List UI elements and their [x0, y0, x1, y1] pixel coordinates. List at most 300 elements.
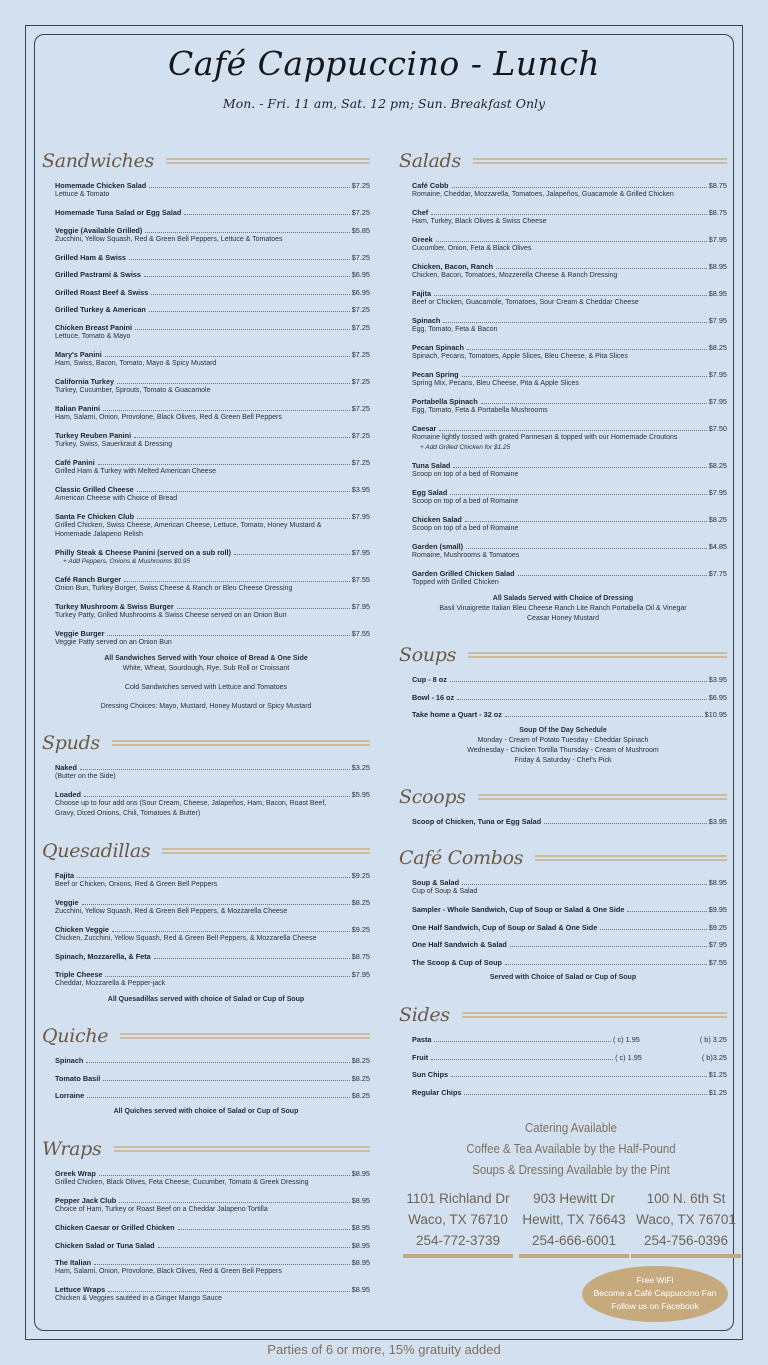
- item-name: The Scoop & Cup of Soup: [412, 957, 502, 967]
- menu-item-list: [42, 1167, 370, 1304]
- item-price: $3.95: [351, 484, 370, 494]
- item-price: $8.95: [708, 878, 727, 887]
- item-name: Italian Panini: [55, 403, 101, 413]
- menu-item-row: [55, 224, 370, 235]
- item-description: Cucumber, Onion, Feta & Black Olives: [412, 245, 532, 252]
- dot-leader: [496, 268, 707, 269]
- item-description: Turkey, Cucumber, Sprouts, Tomato & Guacamole: [55, 386, 211, 394]
- dot-leader: [518, 575, 707, 576]
- menu-item: [412, 938, 727, 949]
- item-price: $3.95: [708, 675, 727, 684]
- item-price: $8.25: [351, 1091, 370, 1100]
- menu-item-row: [412, 513, 727, 524]
- item-name: Sun Chips: [412, 1070, 449, 1079]
- dot-leader: [137, 518, 350, 519]
- double-rule-divider: [535, 855, 727, 861]
- item-name: Greek: [412, 235, 433, 244]
- item-description: Cup of Soup & Salad: [412, 888, 478, 895]
- dot-leader: [82, 904, 350, 905]
- menu-item: [55, 869, 370, 890]
- item-price: $7.95: [351, 969, 370, 979]
- menu-item: [55, 375, 370, 396]
- menu-item: [55, 1256, 370, 1277]
- section-sandwiches: [42, 149, 370, 712]
- item-name: Grilled Turkey & American: [55, 305, 146, 314]
- menu-item-row: [412, 1068, 727, 1079]
- item-name: Veggie Burger: [55, 629, 105, 638]
- dot-leader: [462, 376, 707, 377]
- section-note: Soup Of the Day Schedule: [519, 726, 607, 734]
- menu-item-list: [399, 815, 727, 826]
- item-description: Choose up to four add ons (Sour Cream, Cheese, Jalapeños, Ham, Bacon, Roast Beef,: [55, 800, 327, 807]
- item-name: Garden (small): [412, 541, 464, 551]
- menu-item-row: [55, 429, 370, 440]
- item-description: Romaine, Mushrooms & Tomatoes: [412, 551, 520, 559]
- menu-item: [412, 956, 727, 967]
- menu-item-row: [55, 1072, 370, 1083]
- section-quiche: [42, 1024, 370, 1117]
- menu-item-row: [55, 375, 370, 386]
- section-note: All Quiches served with choice of Salad or Cup of Soup: [113, 1107, 299, 1115]
- item-description: Chicken, Zucchini, Yellow Squash, Red & Green Bell Peppers, & Mozzarella Cheese: [55, 935, 317, 942]
- menu-item: [55, 950, 370, 961]
- menu-item: [55, 224, 370, 245]
- menu-item-row: [412, 921, 727, 932]
- spacer: [42, 693, 370, 702]
- item-price: $3.95: [708, 817, 727, 826]
- menu-item: [55, 179, 370, 200]
- item-price: $4.85: [708, 541, 727, 551]
- menu-item-row: [55, 1256, 370, 1267]
- menu-item: [412, 486, 727, 507]
- item-name: Chicken Salad or Tuna Salad: [55, 1240, 155, 1250]
- item-description: Beef or Chicken, Guacamole, Tomatoes, Sour Cream & Cheddar Cheese: [412, 299, 639, 306]
- item-description: Homemade Jalapeno Relish: [55, 531, 143, 538]
- dot-leader: [443, 322, 706, 323]
- location-street: 1101 Richland Dr: [406, 1191, 510, 1206]
- item-name: Chef: [412, 208, 429, 217]
- section-note: All Sandwiches Served with Your choice of Bread & One Side: [104, 655, 308, 662]
- menu-item-row: [412, 673, 727, 684]
- dot-leader: [135, 329, 350, 330]
- menu-item-row: [55, 896, 370, 907]
- menu-item: [412, 1033, 727, 1044]
- location-3: [623, 1188, 749, 1258]
- item-name: Café Ranch Burger: [55, 575, 122, 584]
- menu-item: [412, 368, 727, 389]
- menu-item-row: [55, 1239, 370, 1250]
- item-name: Homemade Tuna Salad or Egg Salad: [55, 208, 182, 217]
- menu-item: [412, 1086, 727, 1097]
- spacer: [42, 674, 370, 683]
- item-name: Naked: [55, 763, 77, 772]
- item-price: $8.75: [708, 181, 727, 190]
- item-name: Café Cobb: [412, 181, 449, 190]
- menu-item-row: [412, 422, 727, 433]
- section-note: All Quesadillas served with choice of Salad or Cup of Soup: [107, 995, 305, 1003]
- menu-item-row: [412, 206, 727, 217]
- menu-item-row: [412, 708, 727, 719]
- item-price: $7.75: [708, 568, 727, 578]
- item-name: Classic Grilled Cheese: [55, 484, 134, 494]
- location-phone[interactable]: 254-756-0396: [643, 1233, 729, 1248]
- item-name: Pepper Jack Club: [55, 1196, 117, 1205]
- item-description: Chicken & Veggies sautéed in a Ginger Mango Sauce: [55, 1295, 222, 1302]
- menu-item: [55, 321, 370, 342]
- item-description: Scoop on top of a bed of Romaine: [412, 524, 519, 532]
- item-description: American Cheese with Choice of Bread: [55, 494, 178, 502]
- menu-item: [55, 761, 370, 782]
- menu-item: [55, 429, 370, 450]
- menu-item: [55, 303, 370, 314]
- menu-item-row: [55, 1167, 370, 1178]
- item-name: Sampler - Whole Sandwich, Cup of Soup or Salad & One Side: [412, 905, 625, 914]
- item-price: $8.95: [351, 1258, 370, 1267]
- item-description: Spring Mix, Pecans, Bleu Cheese, Pita & Apple Slices: [412, 380, 579, 387]
- menu-item-row: [55, 286, 370, 297]
- dot-leader: [453, 467, 706, 468]
- item-name: Take home a Quart - 32 oz: [412, 710, 502, 719]
- menu-item: [55, 1054, 370, 1065]
- dot-leader: [108, 1291, 350, 1292]
- menu-item: [55, 1283, 370, 1304]
- section-scoops: [399, 785, 727, 833]
- item-description: Romaine lightly tossed with grated Parmesan & topped with our Homemade Croutons: [412, 434, 678, 441]
- item-name: Grilled Ham & Swiss: [55, 252, 126, 262]
- menu-item: [412, 903, 727, 914]
- item-description: Grilled Ham & Turkey with Melted American Cheese: [55, 467, 217, 475]
- menu-item-row: [55, 869, 370, 880]
- item-description: Grilled Chicken, Swiss Cheese, American Cheese, Lettuce, Tomato, Honey Mustard &: [55, 521, 322, 529]
- item-addon: + Add Peppers, Onions & Mushrooms $0.95: [63, 558, 191, 565]
- item-price: $8.95: [351, 1285, 370, 1294]
- menu-item: [412, 395, 727, 416]
- dot-leader: [544, 823, 707, 824]
- double-rule-divider: [462, 1012, 727, 1018]
- underline: [403, 1254, 513, 1258]
- menu-item-row: [55, 968, 370, 979]
- menu-item-row: [55, 1089, 370, 1100]
- dot-leader: [505, 964, 707, 965]
- item-price: $9.25: [351, 871, 370, 880]
- item-description: Scoop on top of a bed of Romaine: [412, 470, 519, 478]
- item-name: Spinach: [55, 1056, 84, 1065]
- menu-item: [412, 921, 727, 932]
- item-description: Zucchini, Yellow Squash, Red & Green Bell Peppers, Lettuce & Tomatoes: [55, 235, 283, 243]
- item-description: Onion Bun, Turkey Burger, Swiss Cheese & Ranch or Bleu Cheese Dressing: [55, 585, 293, 592]
- item-description: Scoop on top of a bed of Romaine: [412, 497, 519, 505]
- menu-item-row: [55, 510, 370, 521]
- item-name: Spinach: [412, 316, 441, 325]
- section-salads: [399, 149, 727, 624]
- item-description: Gravy, Diced Onions, Chili, Tomatoes & Butter): [55, 809, 201, 817]
- item-description: Grilled Chicken, Black Olives, Feta Cheese, Cucumber, Tomato & Greek Dressing: [55, 1179, 309, 1186]
- section-combos: [399, 846, 727, 983]
- section-note: All Salads Served with Choice of Dressing: [492, 594, 634, 602]
- item-name: Garden Grilled Chicken Salad: [412, 568, 515, 578]
- dot-leader: [439, 430, 706, 431]
- section-title: Sides: [399, 1004, 450, 1026]
- item-description: Egg, Tomato, Feta & Portabella Mushrooms: [412, 407, 548, 414]
- menu-item: [412, 691, 727, 702]
- dot-leader: [467, 349, 707, 350]
- menu-item-row: [412, 260, 727, 271]
- item-name: Homemade Chicken Salad: [55, 181, 147, 190]
- section-header: [42, 839, 370, 863]
- item-name: Turkey Mushroom & Swiss Burger: [55, 602, 174, 611]
- item-name: Tomato Basil: [55, 1073, 101, 1083]
- item-name: Caesar: [412, 424, 437, 433]
- item-name: Grilled Pastrami & Swiss: [55, 270, 141, 279]
- item-description: Ham, Swiss, Bacon, Tomato, Mayo & Spicy Mustard: [55, 359, 217, 367]
- wifi-text: Free WiFi: [636, 1275, 674, 1285]
- menu-title: Café Cappuccino - Lunch: [167, 44, 600, 83]
- item-price: $7.25: [351, 349, 370, 359]
- menu-item-row: [55, 321, 370, 332]
- dot-leader: [119, 1202, 349, 1203]
- section-sides: [399, 1003, 727, 1103]
- item-description: Choice of Ham, Turkey or Roast Beef on a Cheddar Jalapeno Tortilla: [55, 1206, 268, 1213]
- menu-item-row: [55, 402, 370, 413]
- dot-leader: [627, 911, 706, 912]
- item-name: Veggie: [55, 898, 79, 907]
- menu-item: [55, 348, 370, 369]
- location-phone[interactable]: 254-772-3739: [415, 1233, 501, 1248]
- social-badge: [582, 1266, 728, 1322]
- dot-leader: [154, 958, 350, 959]
- item-price: $6.95: [351, 287, 370, 297]
- location-phone[interactable]: 254-666-6001: [531, 1233, 617, 1248]
- menu-item: [55, 456, 370, 477]
- item-price: $10.95: [704, 710, 727, 719]
- item-price: $8.25: [708, 514, 727, 524]
- dot-leader: [434, 295, 707, 296]
- section-header: [399, 846, 727, 870]
- section-header: [42, 1024, 370, 1048]
- menu-item: [55, 788, 370, 818]
- item-name: One Half Sandwich & Salad: [412, 940, 507, 949]
- section-title: Quesadillas: [42, 840, 151, 862]
- item-price: $8.95: [351, 1240, 370, 1250]
- dot-leader: [98, 464, 350, 465]
- info-line: Soups & Dressing Available by the Pint: [472, 1162, 670, 1177]
- dot-leader: [462, 884, 707, 885]
- info-line: Catering Available: [524, 1120, 618, 1135]
- item-description: Zucchini, Yellow Squash, Red & Green Bell Peppers, & Mozzarella Cheese: [55, 908, 288, 915]
- double-rule-divider: [120, 1033, 370, 1039]
- menu-item: [55, 600, 370, 621]
- dot-leader: [134, 437, 350, 438]
- item-price: $8.25: [708, 343, 727, 352]
- section-header: [399, 149, 727, 173]
- section-title: Café Combos: [399, 847, 524, 869]
- menu-item-list: [42, 1054, 370, 1100]
- dot-leader: [466, 548, 707, 549]
- menu-item-row: [55, 348, 370, 359]
- section-title: Wraps: [42, 1138, 102, 1160]
- item-name: Spinach, Mozzarella, & Feta: [55, 952, 151, 961]
- section-header: [399, 643, 727, 667]
- item-price: $5.85: [351, 225, 370, 235]
- location-street: 100 N. 6th St: [646, 1191, 726, 1206]
- item-description: (Butter on the Side): [55, 773, 116, 780]
- item-description: Egg, Tomato, Feta & Bacon: [412, 326, 498, 333]
- section-title: Soups: [399, 644, 457, 666]
- menu-item-list: [399, 876, 727, 967]
- menu-item: [55, 573, 370, 594]
- item-price: $1.25: [708, 1087, 727, 1097]
- menu-item-row: [412, 287, 727, 298]
- double-rule-divider: [112, 740, 370, 746]
- item-price: $9.25: [351, 925, 370, 934]
- menu-item-row: [412, 956, 727, 967]
- menu-item-row: [55, 573, 370, 584]
- menu-item-row: [412, 1086, 727, 1097]
- menu-item: [55, 1194, 370, 1215]
- menu-item-row: [55, 1054, 370, 1065]
- double-rule-divider: [162, 848, 370, 854]
- item-price: $9.95: [708, 905, 727, 914]
- item-price: $8.95: [351, 1169, 370, 1178]
- item-name: California Turkey: [55, 376, 115, 386]
- dot-leader: [94, 1264, 350, 1265]
- item-description: Beef or Chicken, Onions, Red & Green Bell Peppers: [55, 881, 218, 888]
- item-name: Loaded: [55, 790, 81, 799]
- item-name: Turkey Reuben Panini: [55, 430, 132, 440]
- dot-leader: [436, 241, 707, 242]
- section-note: Dressing Choices: Mayo, Mustard, Honey Mustard or Spicy Mustard: [100, 703, 312, 710]
- item-price: $7.95: [351, 511, 370, 521]
- item-name: Greek Wrap: [55, 1169, 96, 1178]
- menu-item-row: [412, 368, 727, 379]
- item-price-bowl: ( b) 3.25: [699, 1035, 727, 1044]
- menu-item: [412, 260, 727, 281]
- item-name: Fajita: [412, 289, 432, 298]
- item-price: $8.25: [351, 1073, 370, 1083]
- location-2: [511, 1188, 637, 1258]
- double-rule-divider: [114, 1146, 371, 1152]
- menu-item: [55, 1221, 370, 1232]
- dot-leader: [450, 494, 706, 495]
- menu-item-row: [412, 691, 727, 702]
- item-price: $3.25: [351, 763, 370, 772]
- item-name: Triple Cheese: [55, 969, 103, 979]
- menu-item: [55, 1089, 370, 1100]
- section-header: [399, 1003, 727, 1027]
- menu-item-row: [412, 938, 727, 949]
- item-price: $7.55: [351, 575, 370, 584]
- menu-item-row: [412, 815, 727, 826]
- dot-leader: [431, 1059, 613, 1060]
- menu-item-row: [412, 903, 727, 914]
- menu-hours: Mon. - Fri. 11 am, Sat. 12 pm; Sun. Breakfast Only: [222, 96, 546, 111]
- menu-item: [55, 1072, 370, 1083]
- location-1: [395, 1188, 521, 1258]
- section-note: Basil Vinaigrette Italian Bleu Cheese Ranch Lite Ranch Portabella Oil & Vinegar: [439, 604, 687, 612]
- menu-item: [412, 673, 727, 684]
- section-soups: [399, 643, 727, 766]
- dot-leader: [464, 1094, 706, 1095]
- item-name: Philly Steak & Cheese Panini (served on a sub roll): [55, 548, 231, 557]
- item-name: Santa Fe Chicken Club: [55, 511, 135, 521]
- item-description: Lettuce, Tomato & Mayo: [55, 332, 131, 340]
- dot-leader: [117, 383, 350, 384]
- item-description: Ham, Turkey, Black Olives & Swiss Cheese: [412, 218, 547, 225]
- section-title: Spuds: [42, 732, 100, 754]
- dot-leader: [451, 1076, 707, 1077]
- item-name: Chicken Caesar or Grilled Chicken: [55, 1223, 175, 1232]
- dot-leader: [158, 1247, 350, 1248]
- menu-item: [412, 179, 727, 200]
- dot-leader: [149, 187, 349, 188]
- menu-item: [412, 459, 727, 480]
- item-price: $7.95: [708, 235, 727, 244]
- menu-item-row: [412, 395, 727, 406]
- dot-leader: [103, 1080, 349, 1081]
- item-description: Cheddar, Mozzarella & Pepper-jack: [55, 979, 166, 987]
- item-price: $8.95: [708, 262, 727, 271]
- item-name: Regular Chips: [412, 1087, 462, 1097]
- dot-leader: [234, 554, 350, 555]
- item-price: $7.50: [708, 424, 727, 433]
- section-note: White, Wheat, Sourdough, Rye, Sub Roll or Croissant: [122, 665, 290, 672]
- menu-item: [412, 287, 727, 308]
- location-city: Hewitt, TX 76643: [522, 1212, 626, 1227]
- item-price: $7.95: [351, 548, 370, 557]
- item-price: $7.55: [351, 629, 370, 638]
- dot-leader: [103, 410, 350, 411]
- menu-item: [55, 546, 370, 567]
- item-price: $8.95: [708, 289, 727, 298]
- menu-item-list: [42, 869, 370, 988]
- item-name: Café Panini: [55, 457, 95, 467]
- menu-item: [412, 341, 727, 362]
- menu-item-row: [412, 1033, 727, 1044]
- item-name: One Half Sandwich, Cup of Soup or Salad & One Side: [412, 922, 598, 932]
- item-description: Romaine, Cheddar, Mozzarella, Tomatoes, Jalapeños, Guacamole & Grilled Chicken: [412, 191, 674, 198]
- info-line: Coffee & Tea Available by the Half-Pound: [466, 1141, 676, 1156]
- menu-item-row: [55, 950, 370, 961]
- section-note: Cold Sandwiches served with Lettuce and Tomatoes: [124, 684, 288, 691]
- menu-item-row: [55, 251, 370, 262]
- menu-item: [55, 1239, 370, 1250]
- section-notes: [399, 594, 727, 624]
- section-note: Monday - Cream of Potato Tuesday - Cheddar Spinach: [477, 736, 649, 744]
- item-price: $7.25: [351, 252, 370, 262]
- dot-leader: [144, 276, 350, 277]
- section-title: Scoops: [399, 786, 466, 808]
- item-price: $8.25: [351, 1056, 370, 1065]
- menu-item-row: [412, 179, 727, 190]
- item-name: Soup & Salad: [412, 878, 460, 887]
- dot-leader: [481, 403, 707, 404]
- dot-leader: [107, 635, 349, 636]
- dot-leader: [177, 608, 350, 609]
- dot-leader: [86, 1062, 349, 1063]
- item-price: ( c) 1.95: [613, 1035, 640, 1044]
- item-price: $6.95: [708, 692, 727, 702]
- item-name: Cup - 8 oz: [412, 675, 447, 684]
- item-name: Pasta: [412, 1035, 432, 1044]
- menu-item-row: [55, 1283, 370, 1294]
- item-name: Bowl - 16 oz: [412, 692, 455, 702]
- menu-item-row: [55, 206, 370, 217]
- menu-item: [55, 1167, 370, 1188]
- menu-item-row: [55, 1221, 370, 1232]
- dot-leader: [450, 681, 707, 682]
- item-name: Scoop of Chicken, Tuna or Egg Salad: [412, 817, 542, 826]
- item-name: Egg Salad: [412, 487, 448, 497]
